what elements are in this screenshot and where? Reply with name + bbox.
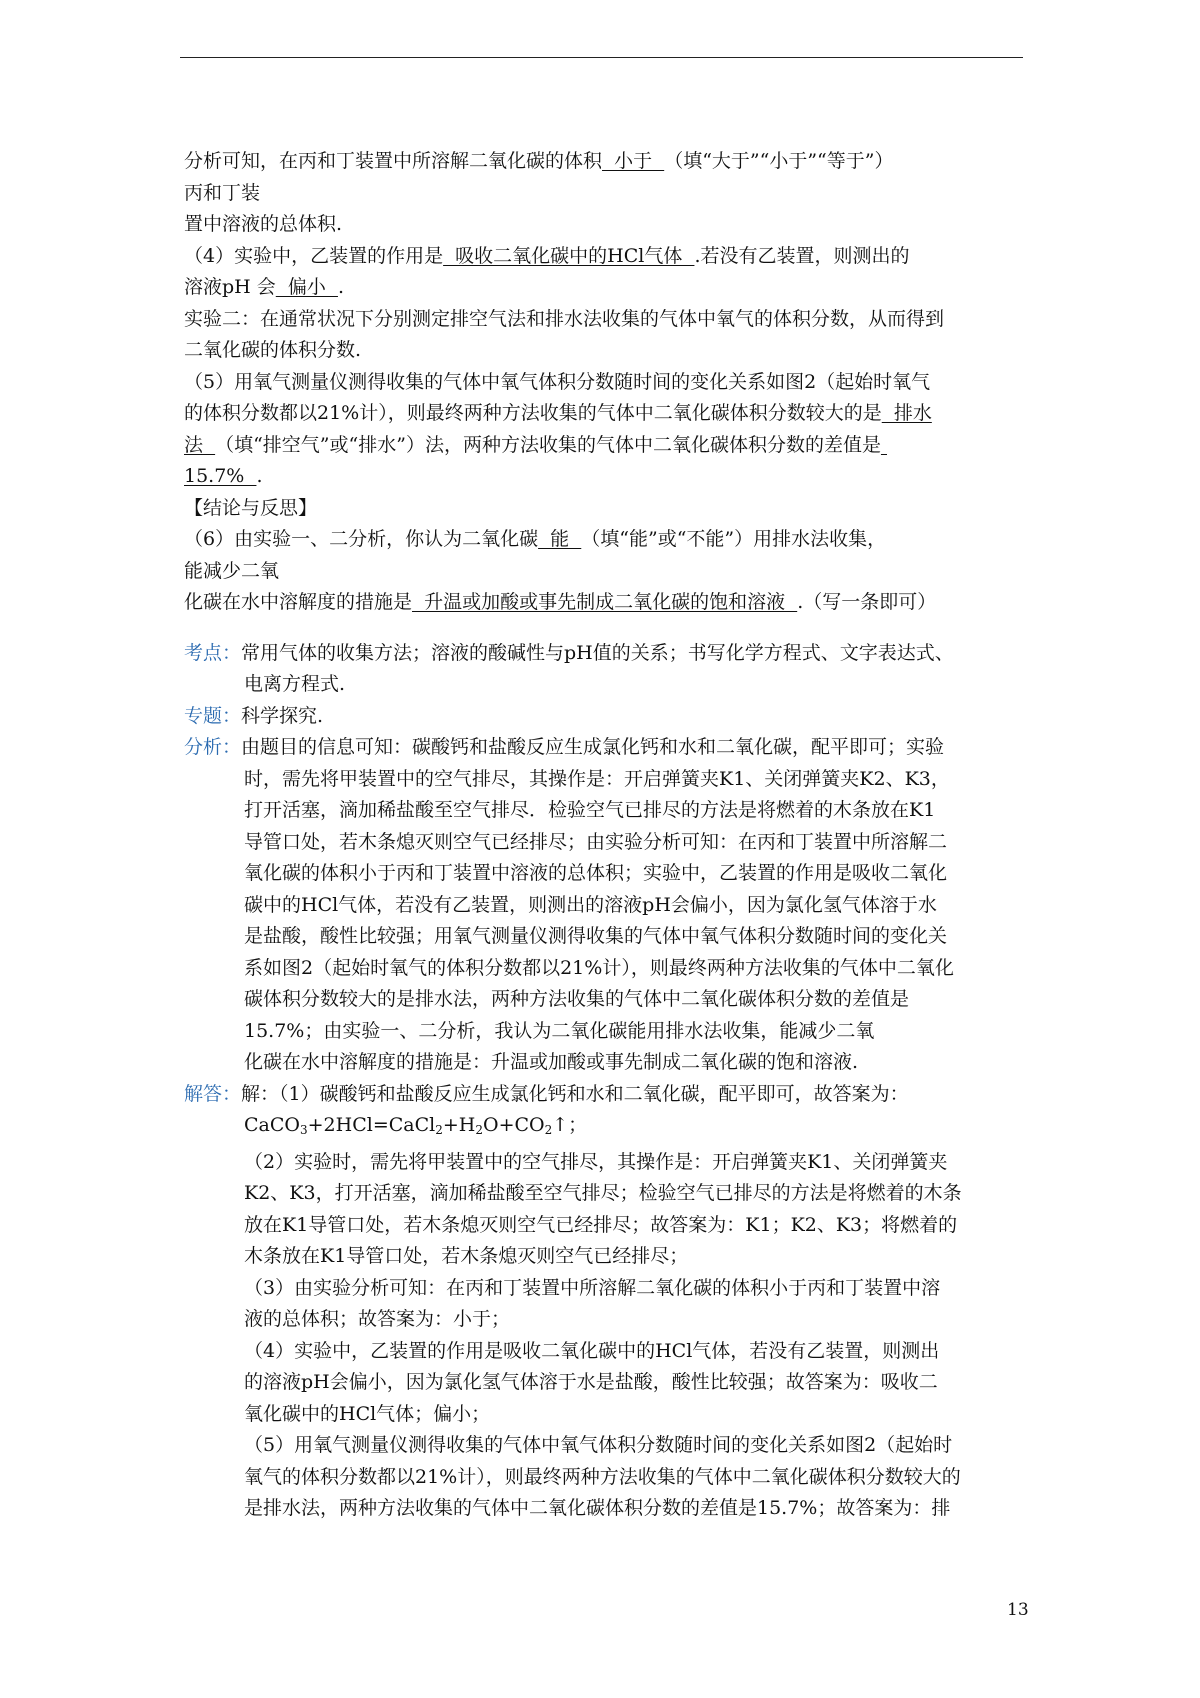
kaodian-label: 考点： xyxy=(184,641,242,664)
fenxi-line: 系如图2（起始时氧气的体积分数都以21%计），则最终两种方法收集的气体中二氧化 xyxy=(244,956,954,979)
fenxi-line: 化碳在水中溶解度的措施是：升温或加酸或事先制成二氧化碳的饱和溶液. xyxy=(244,1051,859,1073)
fenxi-line: 打开活塞，滴加稀盐酸至空气排尽．检验空气已排尽的方法是将燃着的木条放在K1 xyxy=(244,799,936,821)
q5-line-4: 15.7% . xyxy=(184,465,263,487)
q4-line-1: （4）实验中，乙装置的作用是 吸收二氧化碳中的HCl气体 .若没有乙装置，则测出的 xyxy=(184,244,910,267)
q5-line-1: （5）用氧气测量仪测得收集的气体中氧气体积分数随时间的变化关系如图2（起始时氧气 xyxy=(184,370,931,393)
header-rule xyxy=(180,57,1023,58)
q6-line-2: 能减少二氧 xyxy=(184,559,280,582)
fenxi-line: 导管口处，若木条熄灭则空气已经排尽；由实验分析可知：在丙和丁装置中所溶解二 xyxy=(244,830,948,853)
fenxi-line-1: 分析：由题目的信息可知：碳酸钙和盐酸反应生成氯化钙和水和二氧化碳，配平即可；实验 xyxy=(184,736,945,758)
fenxi-line: 是盐酸，酸性比较强；用氧气测量仪测得收集的气体中氧气体积分数随时间的变化关 xyxy=(244,925,948,947)
answer-blank: 15.7% xyxy=(184,465,257,487)
answer-blank: 排水 xyxy=(881,402,932,424)
jieda-line: 氧气的体积分数都以21%计），则最终两种方法收集的气体中二氧化碳体积分数较大的 xyxy=(244,1465,961,1488)
q5-line-3: 法 （填“排空气”或“排水”）法，两种方法收集的气体中二氧化碳体积分数的差值是 xyxy=(184,430,1029,462)
conclusion-heading: 【结论与反思】 xyxy=(184,496,318,519)
jieda-line: 氧化碳中的HCl气体；偏小； xyxy=(244,1402,491,1425)
jieda-line: 是排水法，两种方法收集的气体中二氧化碳体积分数的差值是15.7%；故答案为：排 xyxy=(244,1497,951,1519)
zhuanti-label: 专题： xyxy=(184,704,242,727)
q6-line-1: （6）由实验一、二分析，你认为二氧化碳 能 （填“能”或“不能”）用排水法收集， xyxy=(184,528,887,550)
fenxi-line: 15.7%；由实验一、二分析，我认为二氧化碳能用排水法收集，能减少二氧 xyxy=(244,1019,875,1042)
q5-line-2: 的体积分数都以21%计），则最终两种方法收集的气体中二氧化碳体积分数较大的是 排水 xyxy=(184,402,932,424)
q3-line-1: 分析可知，在丙和丁装置中所溶解二氧化碳的体积 小于 （填“大于”“小于”“等于”） xyxy=(184,150,894,172)
answer-blank: 法 xyxy=(184,433,216,456)
jieda-line: （3）由实验分析可知：在丙和丁装置中所溶解二氧化碳的体积小于丙和丁装置中溶 xyxy=(244,1276,941,1299)
jieda-line: （4）实验中，乙装置的作用是吸收二氧化碳中的HCl气体，若没有乙装置，则测出 xyxy=(244,1339,940,1362)
exp2-line-1: 实验二：在通常状况下分别测定排空气法和排水法收集的气体中氧气的体积分数，从而得到 xyxy=(184,307,945,330)
answer-blank xyxy=(881,434,887,456)
kaodian-line-1: 考点：常用气体的收集方法；溶液的酸碱性与pH值的关系；书写化学方程式、文字表达式、 xyxy=(184,641,954,664)
fenxi-line: 碳体积分数较大的是排水法，两种方法收集的气体中二氧化碳体积分数的差值是 xyxy=(244,988,910,1010)
q6-line-3: 化碳在水中溶解度的措施是 升温或加酸或事先制成二氧化碳的饱和溶液 .（写一条即可） xyxy=(184,591,937,613)
page-number: 13 xyxy=(1007,1600,1029,1620)
answer-blank: 偏小 xyxy=(275,276,338,298)
jieda-line: K2、K3，打开活塞，滴加稀盐酸至空气排尽；检验空气已排尽的方法是将燃着的木条 xyxy=(244,1182,962,1204)
answer-blank: 升温或加酸或事先制成二氧化碳的饱和溶液 xyxy=(412,591,798,613)
fenxi-line: 氧化碳的体积小于丙和丁装置中溶液的总体积；实验中，乙装置的作用是吸收二氧化 xyxy=(244,862,948,884)
jieda-line: 木条放在K1导管口处，若木条熄灭则空气已经排尽； xyxy=(244,1245,689,1267)
zhuanti-line: 专题：科学探究. xyxy=(184,704,324,727)
content-body xyxy=(184,146,1029,1525)
jieda-line-1: 解答：解：（1）碳酸钙和盐酸反应生成氯化钙和水和二氧化碳，配平即可，故答案为： xyxy=(184,1082,909,1105)
q3-line-2: 丙和丁装 xyxy=(184,181,261,204)
q4-line-2: 溶液pH 会 偏小 . xyxy=(184,276,344,298)
jieda-line: （5）用氧气测量仪测得收集的气体中氧气体积分数随时间的变化关系如图2（起始时 xyxy=(244,1434,953,1456)
jieda-line: 液的总体积；故答案为：小于； xyxy=(244,1308,511,1330)
chemical-equation: $CaCO_3+2HCl=CaCl_2+H_2O+CO_2↑$； xyxy=(244,1114,588,1137)
fenxi-label: 分析： xyxy=(184,736,242,758)
jieda-line: （2）实验时，需先将甲装置中的空气排尽，其操作是：开启弹簧夹K1、关闭弹簧夹 xyxy=(244,1150,948,1173)
jieda-label: 解答： xyxy=(184,1082,242,1105)
answer-blank: 吸收二氧化碳中的HCl气体 xyxy=(443,244,695,267)
answer-blank: 能 xyxy=(538,528,582,550)
q3-line-3: 置中溶液的总体积. xyxy=(184,213,343,235)
fenxi-line: 时，需先将甲装置中的空气排尽，其操作是：开启弹簧夹K1、关闭弹簧夹K2、K3， xyxy=(244,767,950,790)
jieda-line: 的溶液pH会偏小，因为氯化氢气体溶于水是盐酸，酸性比较强；故答案为：吸收二 xyxy=(244,1371,938,1393)
kaodian-line-2: 电离方程式. xyxy=(244,673,346,695)
exp2-line-2: 二氧化碳的体积分数. xyxy=(184,339,362,361)
fenxi-line: 碳中的HCl气体，若没有乙装置，则测出的溶液pH会偏小，因为氯化氢气体溶于水 xyxy=(244,893,937,916)
jieda-line: 放在K1导管口处，若木条熄灭则空气已经排尽；故答案为：K1；K2、K3；将燃着的 xyxy=(244,1213,958,1236)
answer-blank: 小于 xyxy=(602,150,665,172)
